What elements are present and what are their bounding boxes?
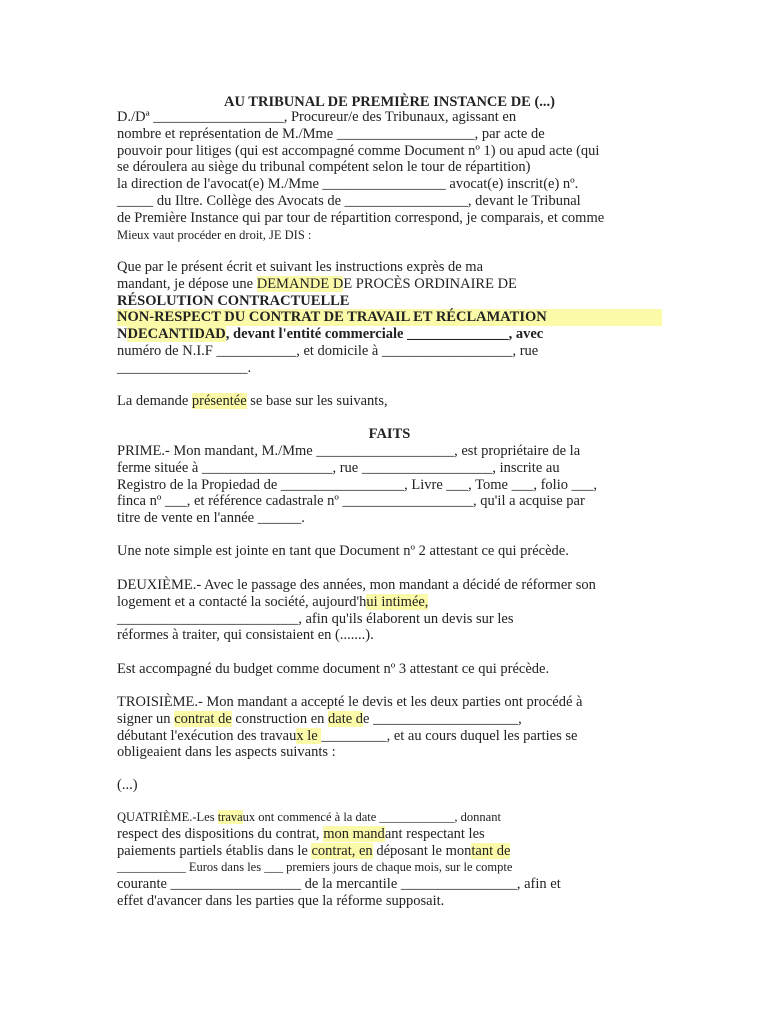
intro-line: _____ du Iltre. Collège des Avocats de _________________, devant le Tribunal <box>117 192 581 209</box>
prime-paragraph: PRIME.- Mon mandant, M./Mme ___________________, est propriétaire de la ferme située à __________________, rue __________________, inscrite au Registro de la Propiedad de _________________, Livre ___, Tome ___, folio ___, finca nº ___, et référence cadastrale nº __________________, qu'il a acquise par titre de vente en l'année ______. <box>117 443 597 527</box>
highlight: DECANTIDAD <box>127 326 226 343</box>
intro-line: pouvoir pour litiges (qui est accompagné comme Document nº 1) ou apud acte (qui <box>117 142 600 159</box>
troisieme-paragraph: TROISIÈME.- Mon mandant a accepté le devis et les deux parties ont procédé à signer un contrat de construction en date de ____________________, débutant l'exécution des travaux le _________, et au cours duquel les parties se obligeaient dans les aspects suivants : <box>117 694 583 761</box>
highlight: DEMANDE D <box>256 275 344 292</box>
highlight: trava <box>217 810 243 824</box>
intro-line: la direction de l'avocat(e) M./Mme _________________ avocat(e) inscrit(e) nº. <box>117 176 579 193</box>
deuxieme-paragraph: DEUXIÈME.- Avec le passage des années, mon mandant a décidé de réformer son logement et a contacté la société, aujourd'hui intimée, _________________________, afin qu'ils élaborent un devis sur les réformes à traiter, qui consistaient en (.......). <box>117 577 596 644</box>
note-paragraph: Une note simple est jointe en tant que Document nº 2 attestant ce qui précède. <box>117 543 569 559</box>
faits-heading: FAITS <box>368 426 411 442</box>
ellipsis-paragraph: (...) <box>117 777 138 793</box>
demande-paragraph: Que par le présent écrit et suivant les instructions exprès de ma mandant, je dépose une DEMANDE DE PROCÈS ORDINAIRE DE RÉSOLUTION CONTRACTUELLE NON-RESPECT DU CONTRAT DE TRAVAIL ET RÉCLAMATION NDECANTIDAD, devant l'entité commerciale ______________, avec numéro de N.I.F ___________, et domicile à __________________, rue __________________. <box>117 259 662 377</box>
document-title: AU TRIBUNAL DE PREMIÈRE INSTANCE DE (...) <box>224 94 555 110</box>
intro-line: nombre et représentation de M./Mme ___________________, par acte de <box>117 125 545 142</box>
highlight: tant de <box>471 842 511 859</box>
highlight: NON-RESPECT DU CONTRAT DE TRAVAIL ET RÉCLAMATION <box>117 309 662 326</box>
intro-line: se déroulera au siège du tribunal compétent selon le tour de répartition) <box>117 159 531 176</box>
budget-paragraph: Est accompagné du budget comme document nº 3 attestant ce qui précède. <box>117 661 550 677</box>
highlight: contrat, en <box>311 842 373 859</box>
intro-line: D./Dª __________________, Procureur/e des Tribunaux, agissant en <box>117 109 517 125</box>
highlight: mon mand <box>323 825 385 842</box>
intro-paragraph <box>117 109 662 243</box>
intro-line: de Première Instance qui par tour de répartition correspond, je comparais, et comme <box>117 209 605 226</box>
highlight: présentée <box>191 393 247 409</box>
quatrieme-paragraph: QUATRIÈME.-Les travaux ont commencé à la date ____________, donnant respect des dispositions du contrat, mon mandant respectant les paiements partiels établis dans le contrat, en déposant le montant de ___________ Euros dans les ___ premiers jours de chaque mois, sur le compte courante __________________ de la mercantile ________________, afin et effet d'avancer dans les parties que la réforme supposait. <box>117 810 561 909</box>
intro-line: Mieux vaut procéder en droit, JE DIS : <box>117 227 312 242</box>
highlight: date d <box>328 710 364 727</box>
highlight: contrat de <box>174 710 232 727</box>
highlight: x le <box>296 727 322 744</box>
highlight: ui intimée, <box>366 593 429 610</box>
basis-paragraph: La demande présentée se base sur les suivants, <box>117 393 388 409</box>
